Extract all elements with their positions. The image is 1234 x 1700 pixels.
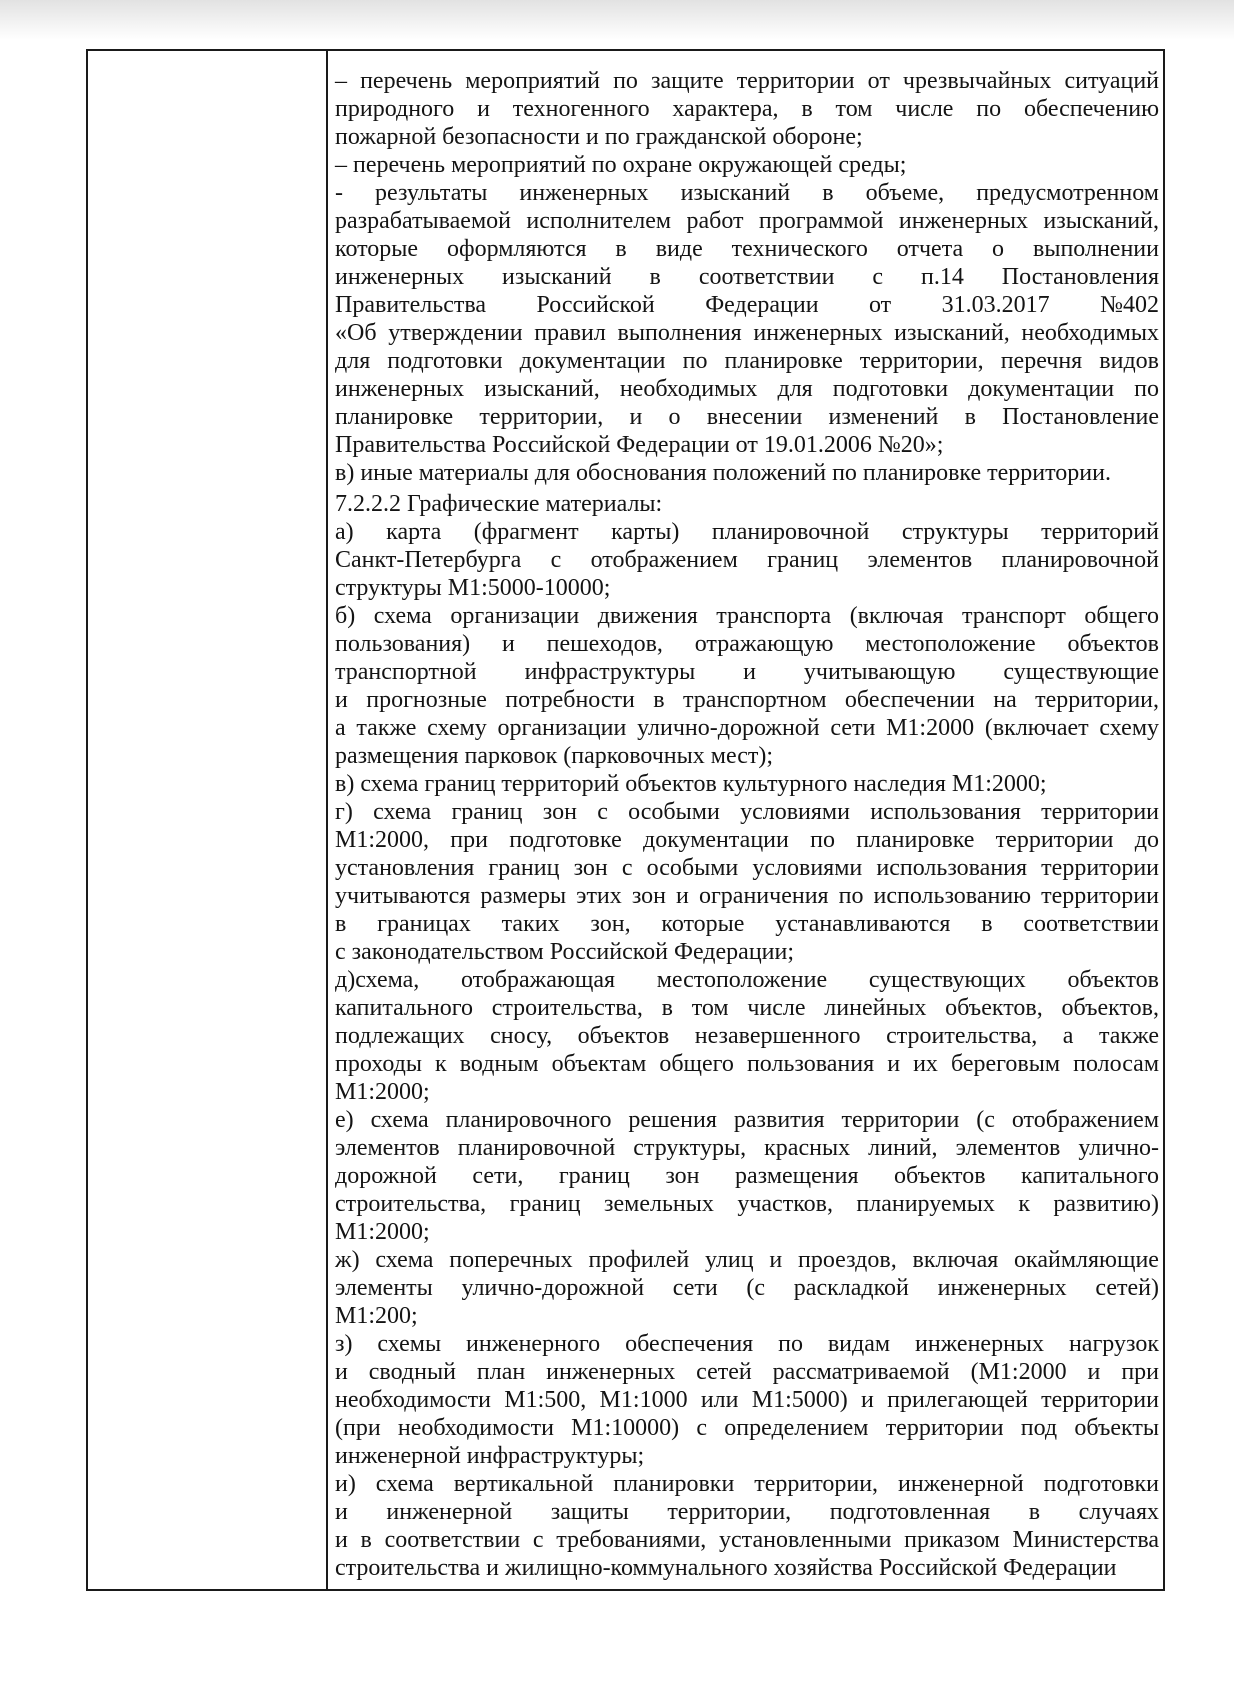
text-line xyxy=(335,67,1159,95)
text-line xyxy=(335,1498,1159,1526)
text-line xyxy=(335,518,1159,546)
text-line-content: капитального строительства, в том числе линейных объектов, объектов, xyxy=(335,995,1159,1021)
text-line xyxy=(335,910,1159,938)
text-line xyxy=(335,1358,1159,1386)
text-line xyxy=(335,882,1159,910)
text-line-content: пользования) и пешеходов, отражающую местоположение объектов xyxy=(335,631,1160,657)
text-line xyxy=(335,826,1159,854)
text-line xyxy=(335,1218,1159,1246)
text-line-content: ж) схема поперечных профилей улиц и проездов, включая окаймляющие xyxy=(335,1247,1159,1273)
paragraph-item-e xyxy=(335,1106,1159,1246)
text-line xyxy=(335,798,1159,826)
text-line xyxy=(335,742,1159,770)
paragraph-item-z xyxy=(335,1330,1159,1470)
text-line xyxy=(335,1274,1159,1302)
text-line-content: разрабатываемой исполнителем работ программой инженерных изысканий, xyxy=(335,208,1159,234)
text-line xyxy=(335,1526,1159,1554)
text-line xyxy=(335,602,1159,630)
table-right-column xyxy=(335,67,1159,1582)
text-line xyxy=(335,1330,1159,1358)
text-line-content: М1:200; xyxy=(335,1303,418,1329)
text-line xyxy=(335,574,1159,602)
text-line-content: и сводный план инженерных сетей рассматриваемой (М1:2000 и при xyxy=(335,1359,1160,1385)
text-line-content: з) схемы инженерного обеспечения по видам инженерных нагрузок xyxy=(335,1331,1159,1357)
text-line-content: структуры М1:5000-10000; xyxy=(335,575,611,601)
text-line-content: для подготовки документации по планировке территории, перечня видов xyxy=(335,348,1159,374)
text-line xyxy=(335,658,1159,686)
text-line xyxy=(335,179,1159,207)
text-line xyxy=(335,1190,1159,1218)
text-line-content: строительства и жилищно-коммунального хозяйства Российской Федерации xyxy=(335,1555,1117,1581)
text-line-content: природного и техногенного характера, в том числе по обеспечению xyxy=(335,96,1159,122)
text-line-content: элементов планировочной структуры, красных линий, элементов улично- xyxy=(335,1135,1160,1161)
text-line xyxy=(335,1134,1159,1162)
text-line xyxy=(335,770,1159,798)
text-line-content: в) иные материалы для обоснования положений по планировке территории. xyxy=(335,460,1111,486)
text-line xyxy=(335,1442,1159,1470)
text-line xyxy=(335,490,1159,518)
text-line-content: (при необходимости М1:10000) с определением территории под объекты xyxy=(335,1415,1159,1441)
table-left-column xyxy=(88,51,328,1589)
text-line-content: 7.2.2.2 Графические материалы: xyxy=(335,491,663,517)
text-line xyxy=(335,1078,1159,1106)
text-line xyxy=(335,263,1159,291)
text-line xyxy=(335,347,1159,375)
text-line xyxy=(335,1470,1159,1498)
paragraph-item-g xyxy=(335,798,1159,966)
text-line-content: инженерных изысканий в соответствии с п.14 Постановления xyxy=(335,264,1160,290)
text-line-content: г) схема границ зон с особыми условиями использования территории xyxy=(335,799,1160,825)
text-line xyxy=(335,151,1159,179)
paragraph-other-materials xyxy=(335,459,1159,487)
document-table xyxy=(86,49,1165,1591)
text-line-content: и прогнозные потребности в транспортном обеспечении на территории, xyxy=(335,687,1160,713)
text-line xyxy=(335,459,1159,487)
text-line xyxy=(335,1106,1159,1134)
text-line xyxy=(335,207,1159,235)
text-line-content: М1:2000, при подготовке документации по планировке территории до xyxy=(335,827,1159,853)
text-line xyxy=(335,375,1159,403)
text-line xyxy=(335,403,1159,431)
text-line-content: а) карта (фрагмент карты) планировочной структуры территорий xyxy=(335,519,1159,545)
text-line-content: и в соответствии с требованиями, установленными приказом Министерства xyxy=(335,1527,1160,1553)
text-line-content: Правительства Российской Федерации от 19.01.2006 №20»; xyxy=(335,432,944,458)
text-line xyxy=(335,123,1159,151)
text-line xyxy=(335,1162,1159,1190)
text-line-content: Санкт-Петербурга с отображением границ элементов планировочной xyxy=(335,547,1159,573)
text-line-content: необходимости М1:500, М1:1000 или М1:5000) и прилегающей территории xyxy=(335,1387,1159,1413)
text-line-content: в) схема границ территорий объектов культурного наследия М1:2000; xyxy=(335,771,1047,797)
paragraph-environment-measures xyxy=(335,151,1159,179)
text-line xyxy=(335,1246,1159,1274)
paragraph-survey-results xyxy=(335,179,1159,459)
text-line-content: элементы улично-дорожной сети (с раскладкой инженерных сетей) xyxy=(335,1275,1159,1301)
text-line xyxy=(335,1386,1159,1414)
text-line-content: транспортной инфраструктуры и учитывающую существующие xyxy=(335,659,1160,685)
text-line xyxy=(335,1554,1159,1582)
text-line xyxy=(335,966,1159,994)
text-line xyxy=(335,431,1159,459)
text-line-content: инженерных изысканий, необходимых для подготовки документации по xyxy=(335,376,1159,402)
text-line-content: – перечень мероприятий по защите территории от чрезвычайных ситуаций xyxy=(335,68,1160,94)
text-line-content: размещения парковок (парковочных мест); xyxy=(335,743,774,769)
paragraph-item-v xyxy=(335,770,1159,798)
paragraph-item-d xyxy=(335,966,1159,1106)
paragraph-emergency-measures xyxy=(335,67,1159,151)
text-line xyxy=(335,1022,1159,1050)
text-line-content: и инженерной защиты территории, подготовленная в случаях xyxy=(335,1499,1159,1525)
text-line xyxy=(335,95,1159,123)
paragraph-item-b xyxy=(335,602,1159,770)
text-line-content: в границах таких зон, которые устанавливаются в соответствии xyxy=(335,911,1159,937)
text-line-content: учитываются размеры этих зон и ограничения по использованию территории xyxy=(335,883,1159,909)
text-line-content: дорожной сети, границ зон размещения объектов капитального xyxy=(335,1163,1160,1189)
text-line xyxy=(335,854,1159,882)
text-line xyxy=(335,319,1159,347)
text-line-content: которые оформляются в виде технического отчета о выполнении xyxy=(335,236,1159,262)
paragraph-section-7-2-2-2 xyxy=(335,490,1159,518)
text-line-content: д)схема, отображающая местоположение существующих объектов xyxy=(335,967,1160,993)
text-line-content: установления границ зон с особыми условиями использования территории xyxy=(335,855,1160,881)
text-line-content: М1:2000; xyxy=(335,1219,430,1245)
text-line-content: проходы к водным объектам общего пользования и их береговым полосам xyxy=(335,1051,1160,1077)
text-line-content: б) схема организации движения транспорта (включая транспорт общего xyxy=(335,603,1160,629)
text-line-content: Правительства Российской Федерации от 31.03.2017 №402 xyxy=(335,292,1159,318)
paragraph-item-i xyxy=(335,1470,1159,1582)
text-line xyxy=(335,630,1159,658)
text-line-content: и) схема вертикальной планировки территории, инженерной подготовки xyxy=(335,1471,1159,1497)
text-line xyxy=(335,546,1159,574)
text-line-content: с законодательством Российской Федерации; xyxy=(335,939,795,965)
text-line xyxy=(335,1050,1159,1078)
text-line-content: е) схема планировочного решения развития территории (с отображением xyxy=(335,1107,1160,1133)
text-line-content: инженерной инфраструктуры; xyxy=(335,1443,645,1469)
paragraph-item-zh xyxy=(335,1246,1159,1330)
text-line xyxy=(335,235,1159,263)
text-line xyxy=(335,686,1159,714)
text-line xyxy=(335,994,1159,1022)
text-line-content: - результаты инженерных изысканий в объеме, предусмотренном xyxy=(335,180,1159,206)
text-line xyxy=(335,938,1159,966)
paragraph-item-a xyxy=(335,518,1159,602)
text-line-content: – перечень мероприятий по охране окружающей среды; xyxy=(335,152,907,178)
text-line-content: подлежащих сносу, объектов незавершенного строительства, а также xyxy=(335,1023,1159,1049)
text-line xyxy=(335,1414,1159,1442)
text-line-content: «Об утверждении правил выполнения инженерных изысканий, необходимых xyxy=(335,320,1159,346)
text-line xyxy=(335,1302,1159,1330)
text-line xyxy=(335,291,1159,319)
text-line-content: строительства, границ земельных участков, планируемых к развитию) xyxy=(335,1191,1159,1217)
scan-shadow xyxy=(0,0,1234,40)
text-line-content: планировке территории, и о внесении изменений в Постановление xyxy=(335,404,1160,430)
text-line-content: пожарной безопасности и по гражданской обороне; xyxy=(335,124,863,150)
text-line xyxy=(335,714,1159,742)
text-line-content: а также схему организации улично-дорожной сети М1:2000 (включает схему xyxy=(335,715,1159,741)
text-line-content: М1:2000; xyxy=(335,1079,430,1105)
